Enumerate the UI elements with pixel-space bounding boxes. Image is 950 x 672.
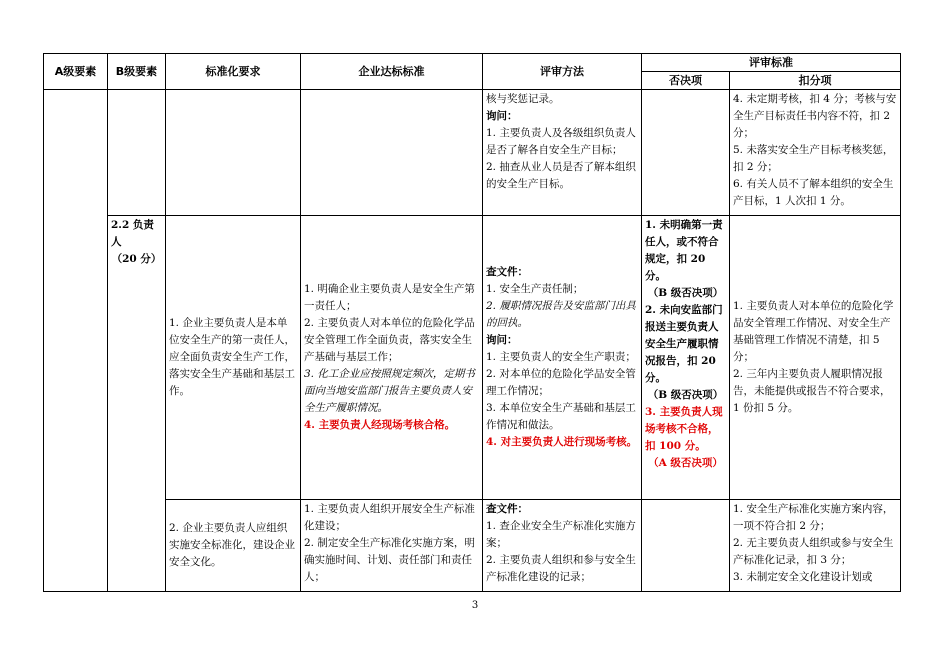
cell-line: 2. 未向安监部门报送主要负责人安全生产履职情况报告，扣 20 分。	[645, 304, 723, 384]
standard-cell	[301, 500, 483, 592]
veto-cell	[642, 500, 730, 592]
cell-line: 3. 本单位安全生产基础和基层工作情况和做法。	[486, 402, 636, 431]
header-a-element: A级要素	[44, 54, 108, 90]
requirement-text: 1. 企业主要负责人是本单位安全生产的第一责任人，应全面负责安全生产工作，落实安全生产基础和基层工作。	[169, 317, 295, 397]
method-cell	[483, 500, 642, 592]
cell-line: 4. 对主要负责人进行现场考核。	[486, 436, 638, 448]
cell-line: 3. 未制定安全文化建设计划或	[733, 571, 873, 583]
cell-line: 4. 主要负责人经现场考核合格。	[304, 419, 456, 431]
b-element-cell	[108, 90, 166, 216]
cell-line: （A 级否决项）	[648, 457, 723, 469]
cell-line: 1. 查企业安全生产标准化实施方案；	[486, 520, 636, 549]
cell-line: 1. 主要负责人的安全生产职责；	[486, 351, 636, 363]
cell-line: 2. 对本单位的危险化学品安全管理工作情况；	[486, 368, 636, 397]
cell-line: 1. 主要负责人组织开展安全生产标准化建设；	[304, 503, 475, 532]
cell-line: 查文件：	[486, 503, 528, 515]
veto-cell	[642, 216, 730, 500]
table-row	[44, 216, 901, 500]
method-cell	[483, 90, 642, 216]
cell-line: 2. 三年内主要负责人履职情况报告，未能提供或报告不符合要求，1 份扣 5 分。	[733, 368, 891, 414]
cell-line: 1. 未明确第一责任人，或不符合规定，扣 20 分。	[645, 219, 723, 282]
cell-line: 2. 主要负责人组织和参与安全生产标准化建设的记录；	[486, 554, 636, 583]
deduct-cell	[730, 216, 901, 500]
cell-line: 1. 安全生产责任制；	[486, 283, 584, 295]
cell-line: 2. 抽查从业人员是否了解本组织的安全生产目标。	[486, 161, 636, 190]
table-row	[44, 500, 901, 592]
cell-line: 2. 制定安全生产标准化实施方案，明确实施时间、计划、责任部门和责任人；	[304, 537, 475, 583]
cell-line: 4. 未定期考核，扣 4 分；考核与安全生产目标责任书内容不符，扣 2 分；	[733, 93, 897, 139]
cell-line: 1. 明确企业主要负责人是安全生产第一责任人；	[304, 283, 475, 312]
header-veto: 否决项	[642, 72, 730, 90]
cell-line: 1. 主要负责人及各级组织负责人是否了解各自安全生产目标；	[486, 127, 636, 156]
cell-line: 3. 化工企业应按照规定频次，定期书面向当地安监部门报告主要负责人安全生产履职情况。	[304, 368, 475, 414]
cell-line: 1. 主要负责人对本单位的危险化学品安全管理工作情况、对安全生产基础管理工作情况不清楚，扣 5 分；	[733, 300, 894, 363]
requirement-cell	[166, 216, 301, 500]
cell-line: 询问：	[486, 334, 518, 346]
cell-line: 查文件：	[486, 266, 528, 278]
header-standard: 企业达标标准	[301, 54, 483, 90]
header-method: 评审方法	[483, 54, 642, 90]
cell-line: 5. 未落实安全生产目标考核奖惩，扣 2 分；	[733, 144, 894, 173]
cell-line: 2. 履职情况报告及安监部门出具的回执。	[486, 300, 636, 329]
requirement-cell	[166, 500, 301, 592]
method-cell	[483, 216, 642, 500]
cell-line: 询问：	[486, 110, 518, 122]
b-element-score: （20 分）	[111, 253, 162, 265]
requirement-cell	[166, 90, 301, 216]
deduct-cell	[730, 500, 901, 592]
cell-line: 2. 无主要负责人组织或参与安全生产标准化记录，扣 3 分；	[733, 537, 894, 566]
b-element-title: 2.2 负责人	[111, 219, 154, 248]
veto-cell	[642, 90, 730, 216]
requirement-text: 2. 企业主要负责人应组织实施安全标准化，建设企业安全文化。	[169, 522, 295, 568]
cell-line: （B 级否决项）	[647, 389, 724, 401]
cell-line: 3. 主要负责人现场考核不合格，扣 100 分。	[645, 406, 723, 452]
cell-line: 2. 主要负责人对本单位的危险化学品安全管理工作全面负责，落实安全生产基础与基层工作；	[304, 317, 475, 363]
evaluation-table	[43, 53, 901, 592]
deduct-cell	[730, 90, 901, 216]
cell-line: （B 级否决项）	[647, 287, 724, 299]
a-element-cell	[44, 90, 108, 592]
table-row	[44, 90, 901, 216]
header-requirement: 标准化要求	[166, 54, 301, 90]
cell-line: 6. 有关人员不了解本组织的安全生产目标，1 人次扣 1 分。	[733, 178, 894, 207]
standard-cell	[301, 90, 483, 216]
page-number: 3	[471, 600, 479, 611]
header-evaluation: 评审标准	[642, 54, 901, 72]
b-element-cell	[108, 216, 166, 592]
header-deduct: 扣分项	[730, 72, 901, 90]
header-b-element: B级要素	[108, 54, 166, 90]
cell-line: 核与奖惩记录。	[486, 93, 560, 105]
standard-cell	[301, 216, 483, 500]
cell-line: 1. 安全生产标准化实施方案内容，一项不符合扣 2 分；	[733, 503, 894, 532]
